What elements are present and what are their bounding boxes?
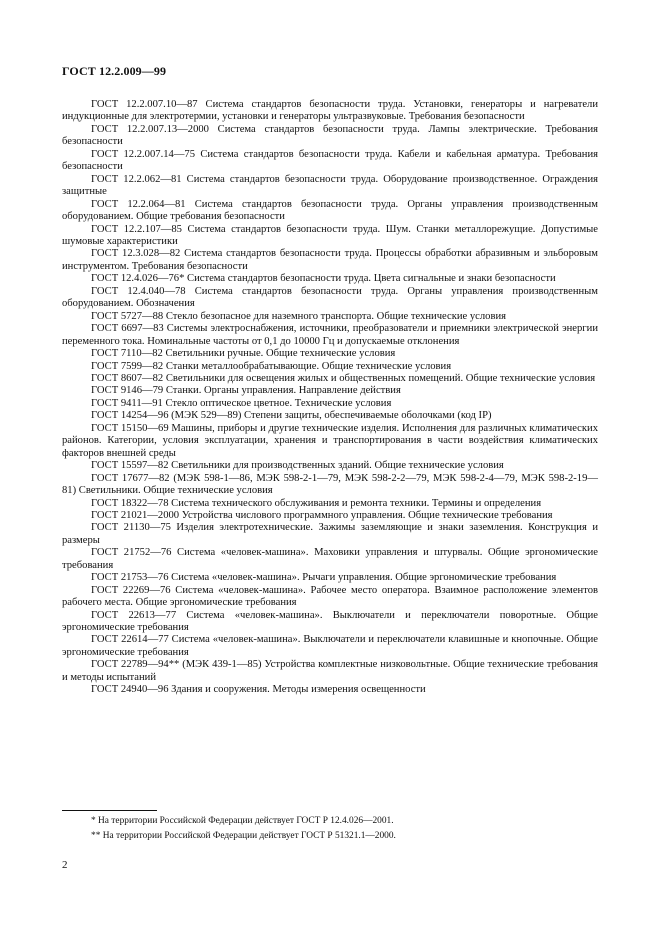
page-number: 2 <box>62 859 68 871</box>
reference-item: ГОСТ 5727—88 Стекло безопасное для наземного транспорта. Общие технические условия <box>91 310 507 322</box>
reference-item: ГОСТ 6697—83 Системы электроснабжения, источники, преобразователи и приемники электрической энергии переменного тока. Номинальные частоты от 0,1 до 10000 Гц и допускаемые отклонения <box>62 323 598 347</box>
reference-item: ГОСТ 21752—76 Система «человек-машина». Маховики управления и штурвалы. Общие эргономические требования <box>62 547 598 571</box>
reference-item: ГОСТ 8607—82 Светильники для освещения жилых и общественных помещений. Общие технические условия <box>91 372 596 384</box>
footnote-separator <box>62 810 157 811</box>
reference-item: ГОСТ 12.2.107—85 Система стандартов безопасности труда. Шум. Станки металлорежущие. Допустимые шумовые характеристики <box>62 223 598 247</box>
reference-item: ГОСТ 22269—76 Система «человек-машина». Рабочее место оператора. Взаимное расположение элементов рабочего места. Общие эргономические требования <box>62 584 598 609</box>
reference-item: ГОСТ 12.4.026—76* Система стандартов безопасности труда. Цвета сигнальные и знаки безопасности <box>91 273 556 285</box>
reference-item: ГОСТ 24940—96 Здания и сооружения. Методы измерения освещенности <box>91 684 426 696</box>
reference-item: ГОСТ 12.2.007.14—75 Система стандартов безопасности труда. Кабели и кабельная арматура. Требования безопасности <box>62 148 598 173</box>
reference-item: ГОСТ 21021—2000 Устройства числового программного управления. Общие технические требования <box>91 509 553 521</box>
reference-item: ГОСТ 22613—77 Система «человек-машина». Выключатели и переключатели поворотные. Общие эргономические требования <box>62 609 598 634</box>
reference-item: ГОСТ 12.2.064—81 Система стандартов безопасности труда. Органы управления производственным оборудованием. Общие требования безопасности <box>62 198 598 223</box>
reference-item: ГОСТ 12.2.007.10—87 Система стандартов безопасности труда. Установки, генераторы и нагреватели индукционные для электротермии, установки и генераторы ультразвуковые. Требования безопасности <box>62 99 598 123</box>
reference-item: ГОСТ 12.3.028—82 Система стандартов безопасности труда. Процессы обработки абразивным и эльборовым инструментом. Требования безопасности <box>62 248 598 272</box>
reference-item: ГОСТ 12.2.062—81 Система стандартов безопасности труда. Оборудование производственное. Ограждения защитные <box>62 173 598 198</box>
reference-item: ГОСТ 7110—82 Светильники ручные. Общие технические условия <box>91 348 396 360</box>
reference-item: ГОСТ 9411—91 Стекло оптическое цветное. Технические условия <box>91 397 392 409</box>
reference-item: ГОСТ 12.4.040—78 Система стандартов безопасности труда. Органы управления производственным оборудованием. Обозначения <box>62 285 598 310</box>
reference-item: ГОСТ 18322—78 Система технического обслуживания и ремонта техники. Термины и определения <box>91 497 542 509</box>
document-header: ГОСТ 12.2.009—99 <box>62 64 167 78</box>
reference-item: ГОСТ 12.2.007.13—2000 Система стандартов безопасности труда. Лампы электрические. Требования безопасности <box>62 123 598 148</box>
reference-item: ГОСТ 21753—76 Система «человек-машина». Рычаги управления. Общие эргономические требования <box>91 572 557 584</box>
footnote-2: ** На территории Российской Федерации действует ГОСТ Р 51321.1—2000. <box>91 831 396 841</box>
reference-list <box>62 99 598 697</box>
reference-item: ГОСТ 22614—77 Система «человек-машина». Выключатели и переключатели клавишные и кнопочные. Общие эргономические требования <box>62 634 598 658</box>
reference-item: ГОСТ 14254—96 (МЭК 529—89) Степени защиты, обеспечиваемые оболочками (код IP) <box>91 410 492 422</box>
reference-item: ГОСТ 7599—82 Станки металлообрабатывающие. Общие технические условия <box>91 360 452 372</box>
reference-item: ГОСТ 9146—79 Станки. Органы управления. Направление действия <box>91 385 401 397</box>
reference-item: ГОСТ 17677—82 (МЭК 598-1—86, МЭК 598-2-1—79, МЭК 598-2-2—79, МЭК 598-2-4—79, МЭК 598-2-19—81) Светильники. Общие технические условия <box>62 472 598 497</box>
reference-item: ГОСТ 15150—69 Машины, приборы и другие технические изделия. Исполнения для различных климатических районов. Категории, условия эксплуатации, хранения и транспортирования в части воздействия климатических факторов внешней среды <box>62 422 598 459</box>
reference-item: ГОСТ 21130—75 Изделия электротехнические. Зажимы заземляющие и знаки заземления. Конструкция и размеры <box>62 522 598 546</box>
reference-item: ГОСТ 22789—94** (МЭК 439-1—85) Устройства комплектные низковольтные. Общие технические требования и методы испытаний <box>62 659 598 683</box>
footnote-1: * На территории Российской Федерации действует ГОСТ Р 12.4.026—2001. <box>91 816 394 826</box>
reference-item: ГОСТ 15597—82 Светильники для производственных зданий. Общие технические условия <box>91 460 504 472</box>
